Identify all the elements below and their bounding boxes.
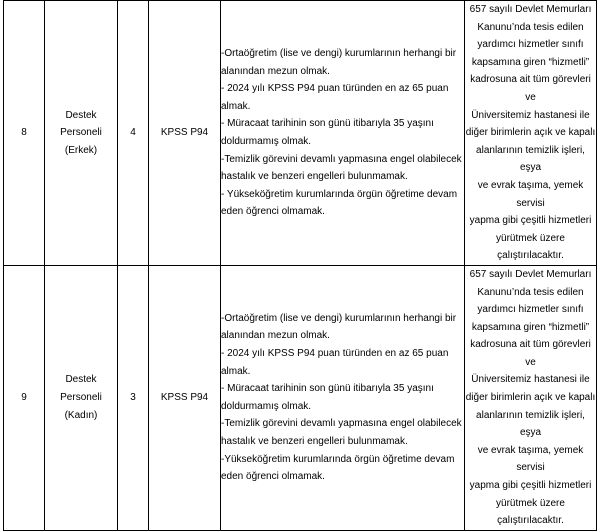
description-line: 657 sayılı Devlet Memurları [469, 268, 592, 280]
position-count-cell [118, 1, 149, 266]
description-line: alanlarının temizlik işleri, eşya [476, 409, 585, 439]
requirement-line: alanından mezun olmak. [221, 65, 330, 77]
staff-requirements-table [3, 0, 597, 531]
row-number-cell [4, 265, 45, 530]
description-line: ve evrak taşıma, yemek servisi [477, 179, 584, 209]
score-type: KPSS P94 [160, 392, 209, 404]
score-type: KPSS P94 [160, 127, 209, 139]
requirement-line: doldurmamış olmak. [221, 400, 312, 412]
position-title-line: Destek [65, 374, 97, 386]
description-line: yürütmek üzere çalıştırılacaktır. [496, 497, 565, 527]
requirement-line: -Temizlik görevini devamlı yapmasına engel olabilecek [221, 418, 462, 430]
requirement-line: - Yükseköğretim kurumlarında örgün öğretime devam [221, 188, 458, 200]
position-count: 3 [130, 392, 136, 404]
description-line: kapsamına giren “hizmetli” [471, 56, 590, 68]
score-type-cell [149, 1, 221, 266]
description-line: 657 sayılı Devlet Memurları [469, 4, 592, 15]
description-line: ve evrak taşıma, yemek servisi [477, 444, 584, 474]
description-line: Kanunu’nda tesis edilen [477, 21, 584, 33]
position-title-line: (Kadın) [64, 409, 98, 421]
description-line: yapma gibi çeşitli hizmetleri [469, 480, 592, 492]
description-line: diğer birimlerin açık ve kapalı [465, 127, 596, 139]
table-row [4, 265, 597, 530]
requirement-line: -Temizlik görevini devamlı yapmasına engel olabilecek [221, 153, 462, 165]
requirement-line: - 2024 yılı KPSS P94 puan türünden en az 65 puan [221, 83, 449, 95]
description-line: diğer birimlerin açık ve kapalı [465, 392, 596, 404]
description-cell [465, 1, 597, 266]
position-count-cell [118, 265, 149, 530]
position-title-cell [45, 1, 118, 266]
description-line: yardımcı hizmetler sınıfı [477, 304, 584, 316]
requirement-line: -Yükseköğretim kurumlarında örgün öğretime devam [221, 453, 455, 465]
description-line: kapsamına giren “hizmetli” [471, 321, 590, 333]
description-line: kadrosuna ait tüm görevleri ve [470, 74, 591, 103]
requirement-line: -Ortaöğretim (lise ve dengi) kurumlarının herhangi bir [221, 47, 457, 59]
position-title-line: Personeli [60, 127, 102, 139]
requirement-line: almak. [221, 100, 251, 112]
description-line: yürütmek üzere çalıştırılacaktır. [496, 232, 565, 262]
requirements-cell [221, 265, 465, 530]
score-type-cell [149, 265, 221, 530]
requirement-line: -Ortaöğretim (lise ve dengi) kurumlarının herhangi bir [221, 312, 457, 324]
table-row [4, 1, 597, 266]
position-title-cell [45, 265, 118, 530]
position-title-line: Destek [65, 109, 97, 121]
requirement-line: hastalık ve benzeri engelleri bulunmamak. [221, 436, 408, 448]
description-line: alanlarının temizlik işleri, eşya [476, 144, 585, 174]
description-line: yardımcı hizmetler sınıfı [477, 39, 584, 51]
position-title-line: (Erkek) [64, 144, 98, 156]
description-line: kadrosuna ait tüm görevleri ve [470, 339, 591, 368]
description-line: Üniversitemiz hastanesi ile [471, 374, 590, 386]
requirement-line: hastalık ve benzeri engelleri bulunmamak. [221, 171, 408, 183]
requirement-line: doldurmamış olmak. [221, 135, 312, 147]
requirement-line: - Müracaat tarihinin son günü itibarıyla 35 yaşını [221, 383, 434, 395]
description-cell [465, 265, 597, 530]
requirement-line: alanından mezun olmak. [221, 330, 330, 342]
row-number: 8 [21, 127, 27, 139]
description-line: Üniversitemiz hastanesi ile [471, 109, 590, 121]
position-title-line: Personeli [60, 392, 102, 404]
requirement-line: eden öğrenci olmamak. [221, 471, 325, 483]
requirement-line: - Müracaat tarihinin son günü itibarıyla 35 yaşını [221, 118, 434, 130]
requirement-line: eden öğrenci olmamak. [221, 206, 325, 218]
requirements-cell [221, 1, 465, 266]
requirement-line: almak. [221, 365, 251, 377]
description-line: yapma gibi çeşitli hizmetleri [469, 215, 592, 227]
description-line: Kanunu’nda tesis edilen [477, 286, 584, 298]
row-number: 9 [21, 392, 27, 404]
requirement-line: - 2024 yılı KPSS P94 puan türünden en az 65 puan [221, 348, 449, 360]
position-count: 4 [130, 127, 136, 139]
row-number-cell [4, 1, 45, 266]
